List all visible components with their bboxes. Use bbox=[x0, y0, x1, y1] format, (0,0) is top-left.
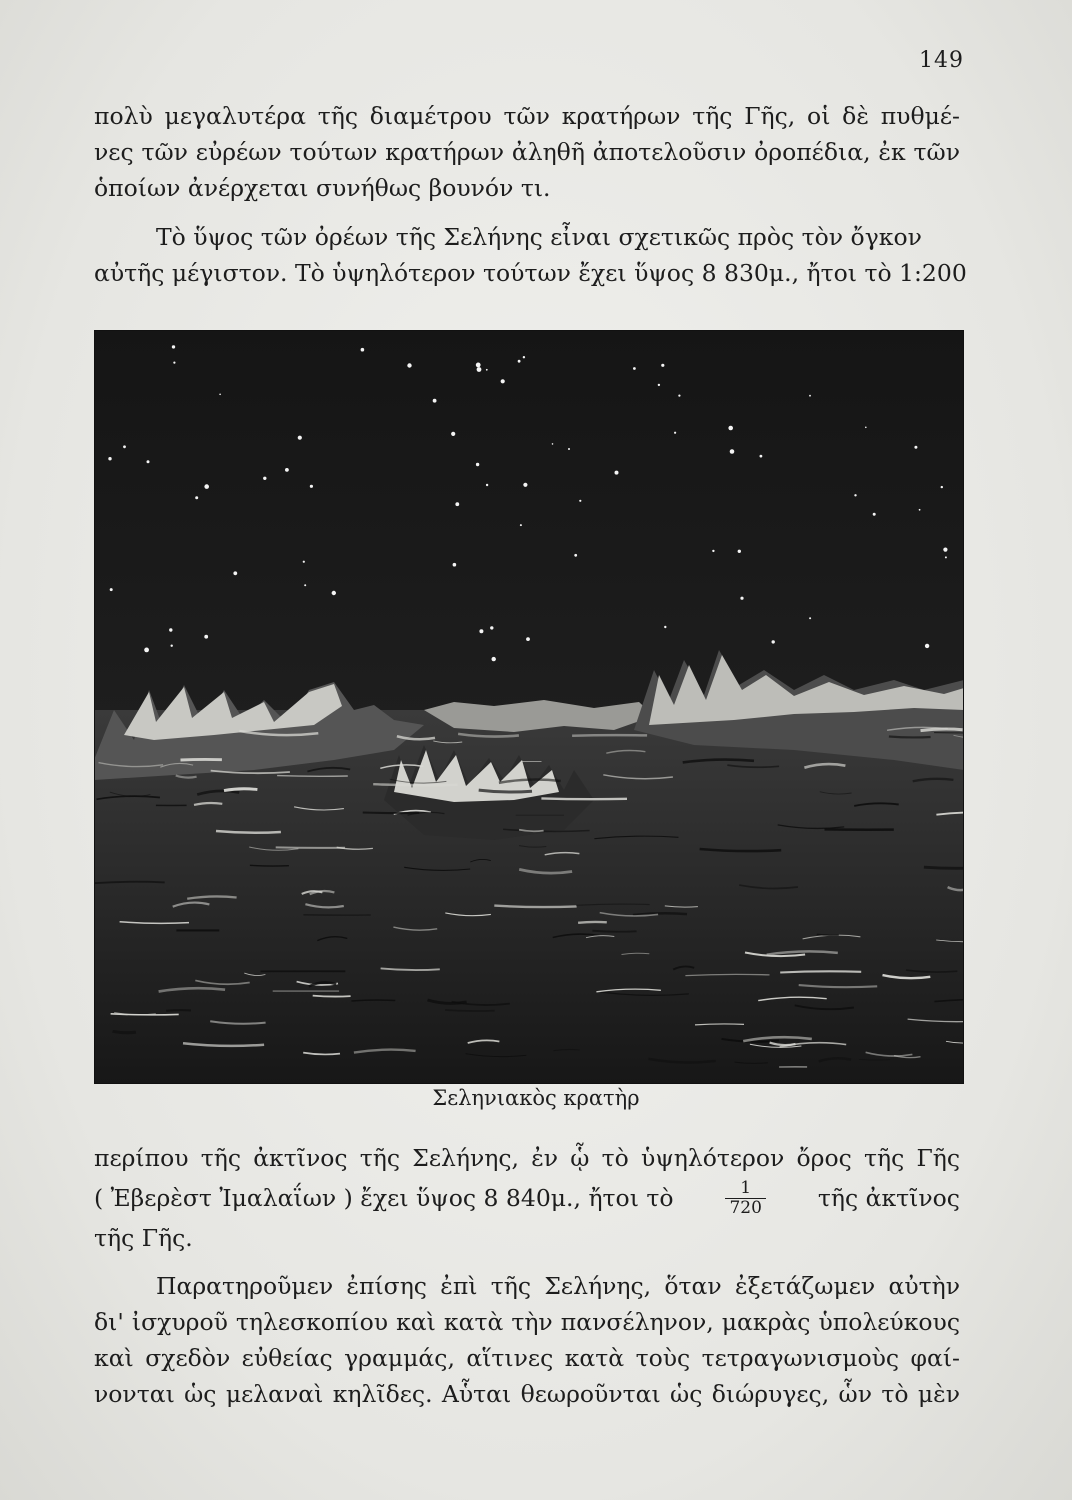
star bbox=[520, 524, 522, 526]
text-line: πολὺ μεγαλυτέρα τῆς διαμέτρου τῶν κρατήρων τῆς Γῆς, οἱ δὲ πυθμέ- bbox=[94, 102, 960, 130]
star bbox=[925, 644, 929, 648]
star bbox=[919, 509, 921, 511]
second-paragraph bbox=[94, 219, 967, 291]
star bbox=[476, 463, 479, 466]
star bbox=[574, 554, 577, 557]
star bbox=[674, 432, 676, 434]
star bbox=[490, 626, 493, 629]
star bbox=[123, 445, 126, 448]
surface-stroke bbox=[166, 1010, 191, 1011]
surface-stroke bbox=[313, 996, 351, 997]
surface-stroke bbox=[113, 1031, 136, 1032]
star bbox=[730, 449, 735, 454]
star bbox=[361, 348, 365, 352]
star bbox=[728, 426, 733, 431]
surface-stroke bbox=[889, 737, 931, 738]
star bbox=[492, 657, 496, 661]
top-paragraph bbox=[94, 98, 960, 206]
star bbox=[285, 468, 289, 472]
far-crater-floor bbox=[424, 700, 654, 732]
text-segment: τῆς ἀκτῖνος bbox=[817, 1184, 960, 1212]
page-number: 149 bbox=[919, 48, 964, 73]
figure-caption: Σεληνιακὸς κρατὴρ bbox=[432, 1086, 640, 1110]
surface-stroke bbox=[250, 865, 289, 866]
lunar-crater-illustration bbox=[94, 330, 964, 1084]
star bbox=[479, 629, 483, 633]
star bbox=[147, 460, 150, 463]
star bbox=[110, 588, 113, 591]
star bbox=[568, 448, 570, 450]
star bbox=[664, 626, 666, 628]
fraction-numerator: 1 bbox=[725, 1179, 765, 1199]
surface-stroke bbox=[363, 813, 420, 814]
surface-stroke bbox=[541, 798, 627, 799]
star bbox=[477, 367, 482, 372]
star bbox=[453, 563, 457, 567]
star bbox=[945, 556, 947, 558]
star bbox=[298, 436, 302, 440]
star bbox=[809, 395, 811, 397]
star bbox=[451, 432, 455, 436]
text-segment: ( Ἐβερὲστ Ἰμαλαΐων ) ἔχει ὕψος 8 840μ., ἤτοι τὸ bbox=[94, 1184, 674, 1212]
text-line: Τὸ ὕψος τῶν ὀρέων τῆς Σελήνης εἶναι σχετικῶς πρὸς τὸν ὄγκον bbox=[156, 223, 922, 251]
star bbox=[171, 645, 173, 647]
star bbox=[865, 427, 867, 429]
text-line-with-fraction bbox=[94, 1176, 960, 1220]
star bbox=[169, 628, 172, 631]
star bbox=[760, 455, 763, 458]
surface-stroke bbox=[373, 784, 457, 785]
after-figure-paragraph bbox=[94, 1140, 960, 1256]
star bbox=[233, 571, 237, 575]
star bbox=[304, 584, 306, 586]
star bbox=[633, 367, 636, 370]
star bbox=[173, 362, 175, 364]
star bbox=[172, 345, 175, 348]
star bbox=[661, 364, 664, 367]
star bbox=[518, 360, 521, 363]
star bbox=[941, 486, 943, 488]
text-line: τῆς Γῆς. bbox=[94, 1224, 193, 1252]
star bbox=[854, 494, 856, 496]
star bbox=[678, 395, 680, 397]
star bbox=[943, 548, 947, 552]
star bbox=[523, 356, 525, 358]
star bbox=[526, 637, 530, 641]
star bbox=[740, 597, 743, 600]
fraction bbox=[725, 1179, 765, 1218]
surface-stroke bbox=[921, 729, 963, 731]
fraction-denominator: 720 bbox=[729, 1197, 762, 1218]
star bbox=[204, 484, 209, 489]
surface-stroke bbox=[181, 759, 222, 760]
text-line: δι' ἰσχυροῦ τηλεσκοπίου καὶ κατὰ τὴν πανσέληνον, μακρὰς ὑπολεύκους bbox=[94, 1308, 960, 1336]
star bbox=[310, 485, 313, 488]
star bbox=[809, 617, 811, 619]
star bbox=[712, 550, 714, 552]
text-line: περίπου τῆς ἀκτῖνος τῆς Σελήνης, ἐν ᾧ τὸ ὑψηλότερον ὄρος τῆς Γῆς bbox=[94, 1144, 960, 1172]
star bbox=[873, 513, 876, 516]
star bbox=[108, 457, 111, 460]
surface-stroke bbox=[494, 906, 576, 907]
text-line: καὶ σχεδὸν εὐθείας γραμμάς, αἵτινες κατὰ τοὺς τετραγωνισμοὺς φαί- bbox=[94, 1344, 960, 1372]
star bbox=[615, 471, 619, 475]
surface-stroke bbox=[445, 1010, 495, 1011]
star bbox=[658, 384, 660, 386]
star bbox=[263, 477, 266, 480]
star bbox=[486, 484, 488, 486]
star bbox=[501, 379, 505, 383]
star bbox=[476, 363, 481, 368]
text-line: νες τῶν εὐρέων τούτων κρατήρων ἀληθῆ ἀποτελοῦσιν ὀροπέδια, ἐκ τῶν bbox=[94, 138, 960, 166]
text-line: αὐτῆς μέγιστον. Τὸ ὑψηλότερον τούτων ἔχει ὕψος 8 830μ., ἤτοι τὸ 1:200 bbox=[94, 259, 967, 287]
text-line: Παρατηροῦμεν ἐπίσης ἐπὶ τῆς Σελήνης, ὅταν ἐξετάζωμεν αὐτὴν bbox=[156, 1272, 960, 1300]
star bbox=[738, 550, 741, 553]
star bbox=[433, 399, 437, 403]
surface-stroke bbox=[592, 931, 636, 932]
star bbox=[486, 369, 488, 371]
surface-stroke bbox=[924, 867, 964, 868]
last-paragraph bbox=[94, 1268, 960, 1412]
star bbox=[204, 635, 208, 639]
star bbox=[407, 363, 411, 367]
surface-stroke bbox=[578, 922, 607, 923]
star bbox=[552, 443, 554, 445]
surface-stroke bbox=[780, 971, 861, 972]
surface-stroke bbox=[277, 776, 348, 777]
star bbox=[219, 394, 221, 396]
star bbox=[914, 446, 917, 449]
star bbox=[579, 500, 581, 502]
text-line: νονται ὡς μελαναὶ κηλῖδες. Αὗται θεωροῦνται ὡς διώρυγες, ὧν τὸ μὲν bbox=[94, 1380, 960, 1408]
lunar-landscape-engraving bbox=[94, 330, 964, 1084]
text-line: ὁποίων ἀνέρχεται συνήθως βουνόν τι. bbox=[94, 174, 551, 202]
star bbox=[195, 496, 198, 499]
star bbox=[772, 640, 775, 643]
surface-stroke bbox=[572, 735, 647, 736]
star bbox=[523, 483, 527, 487]
star bbox=[303, 561, 305, 563]
star bbox=[455, 502, 459, 506]
star bbox=[332, 591, 336, 595]
star bbox=[144, 648, 149, 653]
